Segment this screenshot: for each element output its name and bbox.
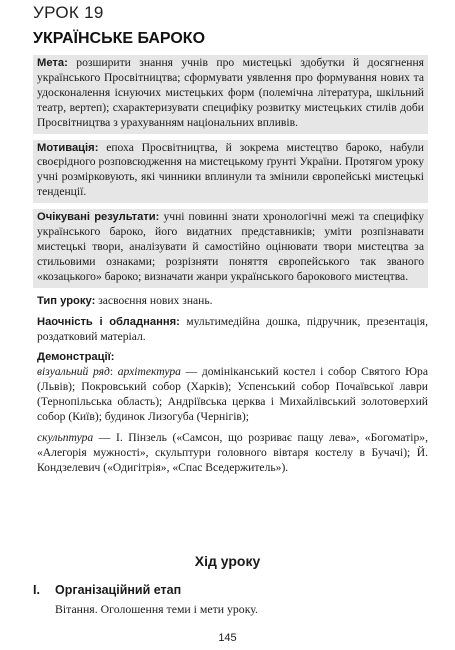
sculpture-paragraph [37,431,428,476]
stage-text: Вітання. Оголошення теми і мети уроку. [55,602,258,616]
visual-aids-paragraph [37,315,428,345]
visual-aids-label: Наочність і обладнання: [37,315,180,328]
goal-label: Мета: [37,57,68,69]
lesson-title: УКРАЇНСЬКЕ БАРОКО [33,30,206,47]
lesson-body [33,55,428,482]
lesson-type-text: засвоєння нових знань. [95,293,213,307]
goal-paragraph [37,56,424,131]
expected-results-box [33,209,428,288]
architecture-text: — домініканський костел і собор Святого Юра (Львів); Покровський собор (Харків); Успенський собор Почаївської лаври (Тернопільська область); Андріївська церква і Михайлівський золотоверхий собор (Київ); будинок Лизогуба (Чернігів); [37,365,428,424]
motivation-text: епоха Просвітництва, й зокрема мистецтво бароко, набули своєрідного розповсюдження на мистецькому ґрунті України. Протягом уроку учні розмірковують, які чинники вплинули та змінили європейські мистецькі тенденції. [37,140,424,199]
motivation-box [33,140,428,204]
lesson-type-paragraph [37,294,428,309]
architecture-paragraph [37,365,428,425]
stage-heading [33,583,428,597]
visual-series-label: візуальний ряд [37,365,110,379]
expected-results-label: Очікувані результати: [37,211,160,224]
visual-series-colon: : [109,365,118,379]
sculpture-label: скульптура [37,430,94,444]
lesson-type-label: Тип уроку: [37,294,96,307]
stage-number: I. [33,583,40,597]
course-heading: Хід уроку [194,553,261,569]
page-number: 145 [218,632,237,644]
goal-box [33,55,428,134]
lesson-number: УРОК 19 [33,3,104,22]
visual-aids-text: мультимедійна дошка, підручник, презентація, роздатковий матеріал. [37,314,429,343]
goal-text: розширити знання учнів про мистецькі здобутки й досягнення українського Просвітництва; сформувати уявлення про формування нових та удосконалення існуючих мистецьких форм (полемічна література, шкільний театр, вертеп); схарактеризувати специфіку розвитку мистецьких стилів доби Просвітництва з урахуванням національних впливів. [37,56,424,129]
sculpture-text: — І. Пінзель («Самсон, що розриває пащу лева», «Богоматір», «Алегорія мужності», скульптури головного вівтаря костелу в Бучачі); Й. Кондзелевич («Одигітрія», «Спас Вседержитель»). [37,430,428,474]
expected-results-text: учні повинні знати хронологічні межі та специфіку українського бароко, його видатних представників; уміти розпізнавати мистецькі твори, аналізувати й самостійно оцінювати твори мистецтва за стильовими ознаками; розрізняти поняття європейського так званого «козацького» бароко; визначати жанри українського барокового мистецтва. [37,210,424,283]
architecture-label: архітектура [117,365,181,379]
expected-results-paragraph [37,210,424,285]
demonstrations-label: Демонстрації: [37,351,115,364]
motivation-label: Мотивація: [37,141,99,154]
stage-title: Організаційний етап [55,583,182,597]
motivation-paragraph [37,141,424,201]
demonstrations-heading [37,350,428,365]
